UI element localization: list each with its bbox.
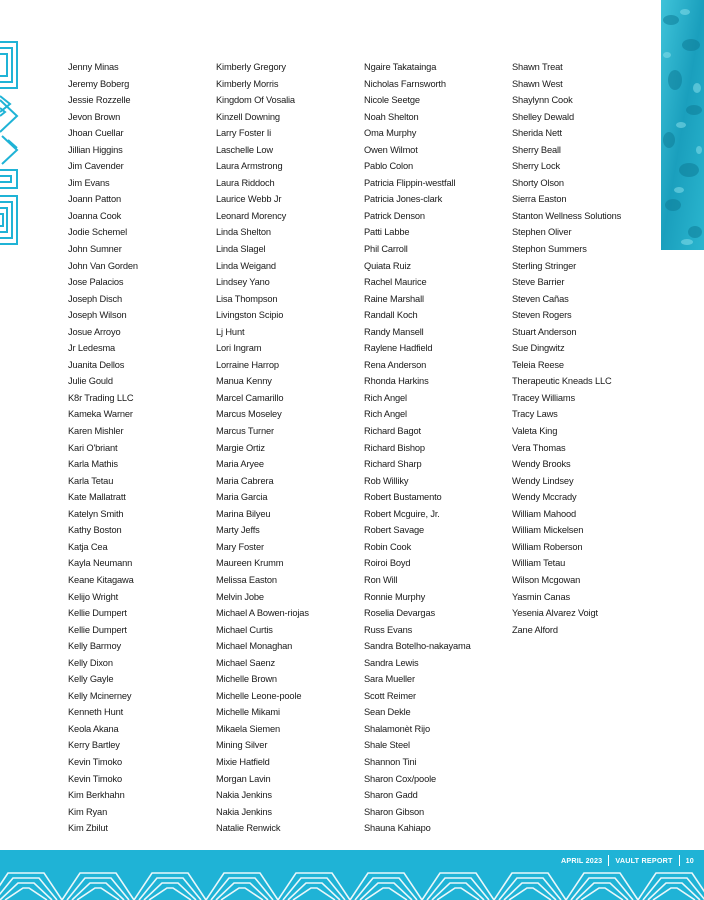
name-entry: Kimberly Morris [216,78,279,89]
name-entry: Laurice Webb Jr [216,194,282,205]
name-entry: Sean Dekle [364,707,411,718]
name-entry: Robert Mcguire, Jr. [364,508,440,519]
name-entry: Rena Anderson [364,359,427,370]
name-entry: Margie Ortiz [216,442,265,453]
name-entry: Kelijo Wright [68,591,119,602]
name-entry: Linda Shelton [216,227,271,238]
name-entry: Jillian Higgins [68,144,123,155]
name-entry: Noah Shelton [364,111,419,122]
name-entry: Melissa Easton [216,574,277,585]
name-column-3 [364,59,471,837]
name-entry: Jeremy Boberg [68,78,130,89]
name-entry: Valeta King [512,426,558,437]
name-entry: Robert Bustamento [364,492,442,503]
name-entry: Therapeutic Kneads LLC [512,376,612,387]
name-entry: Patti Labbe [364,227,410,238]
name-entry: William Tetau [512,558,566,569]
name-entry: Maria Garcia [216,492,268,503]
name-entry: Lori Ingram [216,343,262,354]
name-entry: Lorraine Harrop [216,359,279,370]
name-entry: Kerry Bartley [68,740,120,751]
name-entry: Nicholas Farnsworth [364,78,446,89]
name-entry: Marcus Moseley [216,409,282,420]
name-entry: Shelley Dewald [512,111,574,122]
name-column-4 [512,59,621,638]
name-entry: Sherida Nett [512,128,562,139]
name-entry: Joann Patton [68,194,121,205]
name-entry: Michael A Bowen-riojas [216,608,309,619]
name-column-2 [216,59,309,837]
name-entry: Larry Foster Ii [216,128,272,139]
name-entry: Jim Cavender [68,161,124,172]
name-entry: Kellie Dumpert [68,608,127,619]
name-entry: Jessie Rozzelle [68,95,131,106]
name-entry: Marty Jeffs [216,525,260,536]
name-entry: Ron Will [364,574,398,585]
name-entry: Laschelle Low [216,144,273,155]
name-entry: Kevin Timoko [68,756,123,767]
name-entry: Kelly Gayle [68,674,114,685]
name-entry: Tracy Laws [512,409,558,420]
name-entry: Vera Thomas [512,442,566,453]
name-entry: Roselia Devargas [364,608,435,619]
name-entry: Livingston Scipio [216,310,284,321]
name-entry: Julie Gould [68,376,113,387]
name-entry: Lindsey Yano [216,277,270,288]
name-entry: Richard Bishop [364,442,425,453]
name-entry: Joseph Disch [68,293,123,304]
name-entry: Kellie Dumpert [68,624,127,635]
name-entry: Maureen Krumm [216,558,284,569]
name-entry: Shalamonèt Rijo [364,723,430,734]
name-entry: Kim Berkhahn [68,790,125,801]
name-entry: Phil Carroll [364,244,408,255]
name-entry: Kimberly Gregory [216,62,286,72]
name-entry: Karen Mishler [68,426,124,437]
name-entry: Linda Slagel [216,244,266,255]
footer-report-title: VAULT REPORT [615,855,673,865]
name-entry: John Van Gorden [68,260,138,271]
name-entry: Rachel Maurice [364,277,427,288]
name-entry: Sterling Stringer [512,260,577,271]
name-entry: Rhonda Harkins [364,376,429,387]
name-entry: Rob Williky [364,475,409,486]
name-entry: Stephen Oliver [512,227,572,238]
name-entry: Jenny Minas [68,62,119,72]
name-entry: Jodie Schemel [68,227,128,238]
name-entry: Marcus Turner [216,426,274,437]
name-entry: Sherry Beall [512,144,561,155]
name-entry: John Sumner [68,244,122,255]
name-entry: Sierra Easton [512,194,567,205]
name-entry: Sharon Gibson [364,806,425,817]
name-entry: Melvin Jobe [216,591,264,602]
name-entry: Kathy Boston [68,525,122,536]
name-entry: Oma Murphy [364,128,417,139]
name-entry: Robin Cook [364,541,412,552]
name-entry: Jim Evans [68,177,110,188]
name-entry: Richard Bagot [364,426,421,437]
name-entry: Jevon Brown [68,111,121,122]
name-entry: Kelly Dixon [68,657,113,668]
name-entry: Stanton Wellness Solutions [512,210,622,221]
name-entry: Pablo Colon [364,161,414,172]
name-entry: Rich Angel [364,409,407,420]
name-entry: Manua Kenny [216,376,272,387]
footer-info [561,853,694,867]
name-entry: Michael Saenz [216,657,276,668]
name-entry: Sandra Botelho-nakayama [364,641,471,652]
name-entry: Wendy Lindsey [512,475,574,486]
footer-pattern-decoration [0,869,704,900]
name-entry: William Mickelsen [512,525,584,536]
name-entry: Stuart Anderson [512,326,577,337]
name-entry: Mikaela Siemen [216,723,281,734]
name-entry: Michelle Leone-poole [216,690,302,701]
name-entry: Kevin Timoko [68,773,123,784]
name-entry: Yasmin Canas [512,591,570,602]
footer-divider [608,855,609,866]
name-entry: Kenneth Hunt [68,707,124,718]
name-entry: Kelly Barmoy [68,641,121,652]
name-entry: Laura Riddoch [216,177,275,188]
name-entry: Wendy Mccrady [512,492,577,503]
name-entry: Mixie Hatfield [216,756,270,767]
name-entry: Michael Curtis [216,624,273,635]
name-entry: Mining Silver [216,740,268,751]
name-entry: Juanita Dellos [68,359,125,370]
name-entry: Wendy Brooks [512,459,571,470]
name-entry: Michelle Brown [216,674,277,685]
name-entry: Tracey Williams [512,392,576,403]
name-entry: Mary Foster [216,541,264,552]
name-entry: K8r Trading LLC [68,392,134,403]
name-entry: Shawn Treat [512,62,563,72]
name-entry: William Mahood [512,508,577,519]
name-entry: Lisa Thompson [216,293,278,304]
name-entry: Shorty Olson [512,177,564,188]
name-entry: Sharon Cox/poole [364,773,437,784]
name-entry: Michelle Mikami [216,707,280,718]
name-column-1 [68,59,138,837]
name-entry: Joseph Wilson [68,310,127,321]
name-entry: Steve Barrier [512,277,565,288]
name-entry: Raine Marshall [364,293,424,304]
name-entry: Teleia Reese [512,359,564,370]
name-entry: Sharon Gadd [364,790,418,801]
name-entry: Katelyn Smith [68,508,124,519]
name-entry: Lj Hunt [216,326,245,337]
name-entry: Owen Wilmot [364,144,418,155]
name-entry: Steven Rogers [512,310,572,321]
name-entry: Linda Weigand [216,260,276,271]
name-entry: Shawn West [512,78,563,89]
name-entry: Kim Ryan [68,806,108,817]
name-entry: Marina Bilyeu [216,508,271,519]
name-entry: Katja Cea [68,541,108,552]
name-entry: Sue Dingwitz [512,343,565,354]
name-entry: Karla Tetau [68,475,114,486]
name-entry: Kinzell Downing [216,111,280,122]
name-entry: Joanna Cook [68,210,122,221]
name-entry: Jose Palacios [68,277,124,288]
name-entry: Steven Cañas [512,293,569,304]
name-entry: Marcel Camarillo [216,392,284,403]
footer-bar [0,850,704,900]
name-entry: Kate Mallatratt [68,492,126,503]
name-entry: Nicole Seetge [364,95,420,106]
name-entry: Shannon Tini [364,756,417,767]
name-entry: Karla Mathis [68,459,118,470]
name-entry: Scott Reimer [364,690,416,701]
name-entry: Natalie Renwick [216,823,281,834]
name-entry: Maria Cabrera [216,475,274,486]
name-entry: Shaylynn Cook [512,95,573,106]
name-entry: Randall Koch [364,310,418,321]
name-entry: Shauna Kahiapo [364,823,431,834]
name-entry: Roiroi Boyd [364,558,411,569]
name-entry: Patrick Denson [364,210,425,221]
name-entry: Wilson Mcgowan [512,574,581,585]
name-entry: Maria Aryee [216,459,264,470]
name-entry: Kameka Warner [68,409,133,420]
name-entry: Stephon Summers [512,244,587,255]
name-entry: Richard Sharp [364,459,422,470]
name-entry: Kim Zbilut [68,823,108,834]
name-entry: Quiata Ruiz [364,260,411,271]
name-entry: Laura Armstrong [216,161,283,172]
name-entry: Raylene Hadfield [364,343,433,354]
name-entry: Patricia Jones-clark [364,194,443,205]
name-entry: Ngaire Takatainga [364,62,437,72]
name-entry: Ronnie Murphy [364,591,426,602]
name-entry: Patricia Flippin-westfall [364,177,456,188]
name-entry: Jr Ledesma [68,343,116,354]
name-entry: Sandra Lewis [364,657,419,668]
name-entry: Kingdom Of Vosalia [216,95,295,106]
name-entry: Rich Angel [364,392,407,403]
name-entry: Sara Mueller [364,674,415,685]
name-entry: Nakia Jenkins [216,806,272,817]
name-entry: Robert Savage [364,525,425,536]
name-entry: Shale Steel [364,740,410,751]
name-entry: Jhoan Cuellar [68,128,124,139]
footer-date: APRIL 2023 [560,855,603,865]
name-entry: Randy Mansell [364,326,424,337]
name-entry: Sherry Lock [512,161,560,172]
name-entry: Leonard Morency [216,210,287,221]
page-number: 10 [685,855,694,865]
name-entry: William Roberson [512,541,583,552]
name-entry: Josue Arroyo [68,326,121,337]
name-entry: Keola Akana [68,723,119,734]
name-entry: Kayla Neumann [68,558,133,569]
name-entry: Russ Evans [364,624,413,635]
name-entry: Nakia Jenkins [216,790,272,801]
name-entry: Kelly Mcinerney [68,690,132,701]
name-entry: Yesenia Alvarez Voigt [512,608,598,619]
name-entry: Kari O'briant [68,442,118,453]
name-entry: Keane Kitagawa [68,574,134,585]
footer-divider [679,855,680,866]
name-entry: Michael Monaghan [216,641,293,652]
name-entry: Zane Alford [512,624,558,635]
name-entry: Morgan Lavin [216,773,271,784]
